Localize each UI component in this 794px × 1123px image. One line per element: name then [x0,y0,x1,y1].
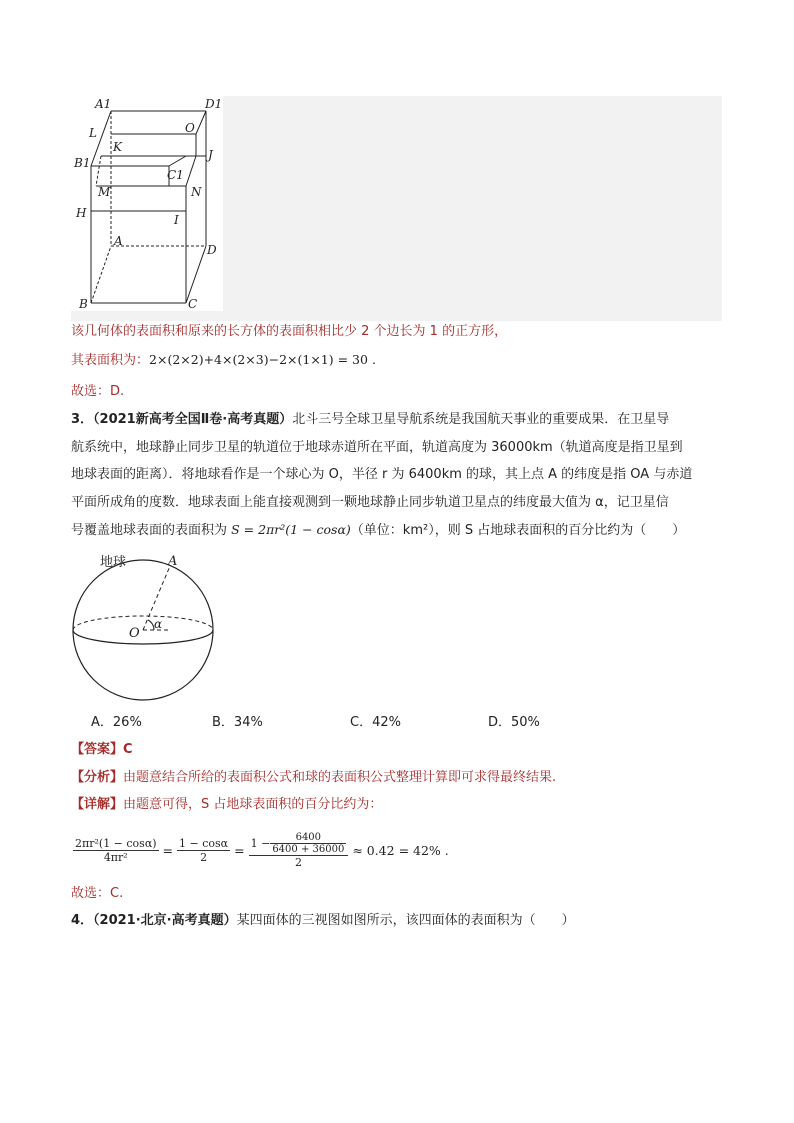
fraction-3-prefix: 1 − [250,836,271,850]
edge-BA-hidden [91,246,111,303]
calculation-row [73,823,449,877]
coverage-formula: S = 2πr²(1 − cosα) [231,522,351,537]
point-O-label: O [129,626,140,641]
option-d[interactable] [488,713,540,733]
label-C1: C1 [167,168,184,182]
fraction-3-inner [270,832,346,855]
earth-label: 地球 [100,555,127,570]
label-D1: D1 [205,97,223,111]
label-K: K [113,140,122,154]
option-b[interactable] [212,713,263,733]
question-3-number: 3． [71,412,94,427]
question-3-line2: 航系统中，地球静止同步卫星的轨道位于地球赤道所在平面，轨道高度为 36000km（轨道高度是指卫星到 [71,440,683,455]
fraction-2-denominator: 2 [200,850,208,864]
question-3-text1: 北斗三号全球卫星导航系统是我国航天事业的重要成果．在卫星导 [292,412,670,427]
choose-answer-2: 故选：D. [71,384,125,399]
fraction-1-denominator: 4πr² [103,850,128,864]
question-3-source: （2021新高考全国Ⅱ卷·高考真题） [93,412,293,427]
surface-area-prefix: 其表面积为： [71,353,150,368]
equator-back [73,616,213,630]
label-H: H [76,206,87,220]
question-4-text: 某四面体的三视图如图所示，该四面体的表面积为（ ） [236,913,575,928]
sphere-figure [70,548,220,708]
label-B: B [79,297,88,311]
surface-compare-text: 该几何体的表面积和原来的长方体的表面积相比少 2 个边长为 1 的正方形， [71,324,508,339]
label-B1: B1 [74,156,91,170]
option-c-letter: C． [350,715,373,730]
calculation-result: ≈ 0.42 = 42% . [352,842,449,858]
fraction-1 [73,837,159,864]
option-c-value: 42% [372,715,401,730]
surface-area-formula: 2×(2×2)+4×(2×3)−2×(1×1) = 30 . [149,352,376,367]
angle-alpha-label: α [154,617,163,631]
label-M: M [98,185,111,199]
cuboid-figure [71,96,223,311]
fraction-2-numerator: 1 − cosα [179,836,229,850]
edge-CD [186,246,206,303]
answer-value: C [123,742,133,757]
point-A-label: A [168,554,178,569]
option-a-letter: A． [91,715,113,730]
detail-text: 由题意可得，S 占地球表面积的百分比约为： [123,797,383,812]
label-C: C [188,297,198,311]
fraction-1-numerator: 2πr²(1 − cosα) [75,836,157,850]
equator-front [73,630,213,644]
option-d-value: 50% [511,715,540,730]
option-b-letter: B． [212,715,234,730]
analysis-text: 由题意结合所给的表面积公式和球的表面积公式整理计算即可求得最终结果. [123,770,557,785]
label-N: N [191,185,202,199]
question-4-line [71,911,575,931]
fraction-3 [249,832,349,869]
question-3-line3: 地球表面的距离）．将地球看作是一个球心为 O，半径 r 为 6400km 的球，其上点 A 的纬度是指 OA 与赤道 [71,467,693,482]
detail-tag: 【详解】 [71,797,124,812]
label-J: J [208,148,213,162]
question-3-line4: 平面所成角的度数．地球表面上能直接观测到一颗地球静止同步轨道卫星点的纬度最大值为 α，记卫星信 [71,495,669,510]
label-A1: A1 [95,97,112,111]
label-I: I [174,213,179,227]
choose-answer-3: 故选：C. [71,886,124,901]
fraction-3-numerator [249,832,349,856]
label-O: O [185,121,195,135]
detail-line [71,795,382,815]
question-4-number: 4． [71,913,94,928]
fraction-3-denominator: 2 [294,855,302,869]
option-d-letter: D． [488,715,512,730]
analysis-line [71,768,556,788]
fraction-2 [177,837,230,864]
question-3-line5b: （单位：km²），则 S 占地球表面积的百分比约为（ ） [350,523,686,538]
label-D: D [207,243,217,257]
option-a-value: 26% [112,715,142,730]
answer-line [71,740,133,760]
edge-KM-hidden [96,156,101,186]
label-L: L [89,126,97,140]
edge-C1J [169,156,186,166]
question-4-source: （2021·北京·高考真题） [93,913,237,928]
surface-area-line [71,350,376,371]
equals-1: = [162,842,174,858]
question-3-line1 [71,410,669,430]
option-a[interactable] [91,713,142,733]
option-b-value: 34% [233,715,263,730]
edge-NJ [186,156,196,186]
question-3-line5a: 号覆盖地球表面的表面积为 [71,523,232,538]
option-c[interactable] [350,713,401,733]
analysis-tag: 【分析】 [71,770,124,785]
fraction-3-inner-denominator: 6400 + 36000 [272,843,345,855]
edge-OD1 [196,111,206,134]
label-A: A [114,234,123,248]
question-3-line5 [71,520,685,541]
equals-2: = [234,842,245,858]
fraction-3-inner-numerator: 6400 [270,832,346,844]
answer-tag: 【答案】 [71,742,124,757]
